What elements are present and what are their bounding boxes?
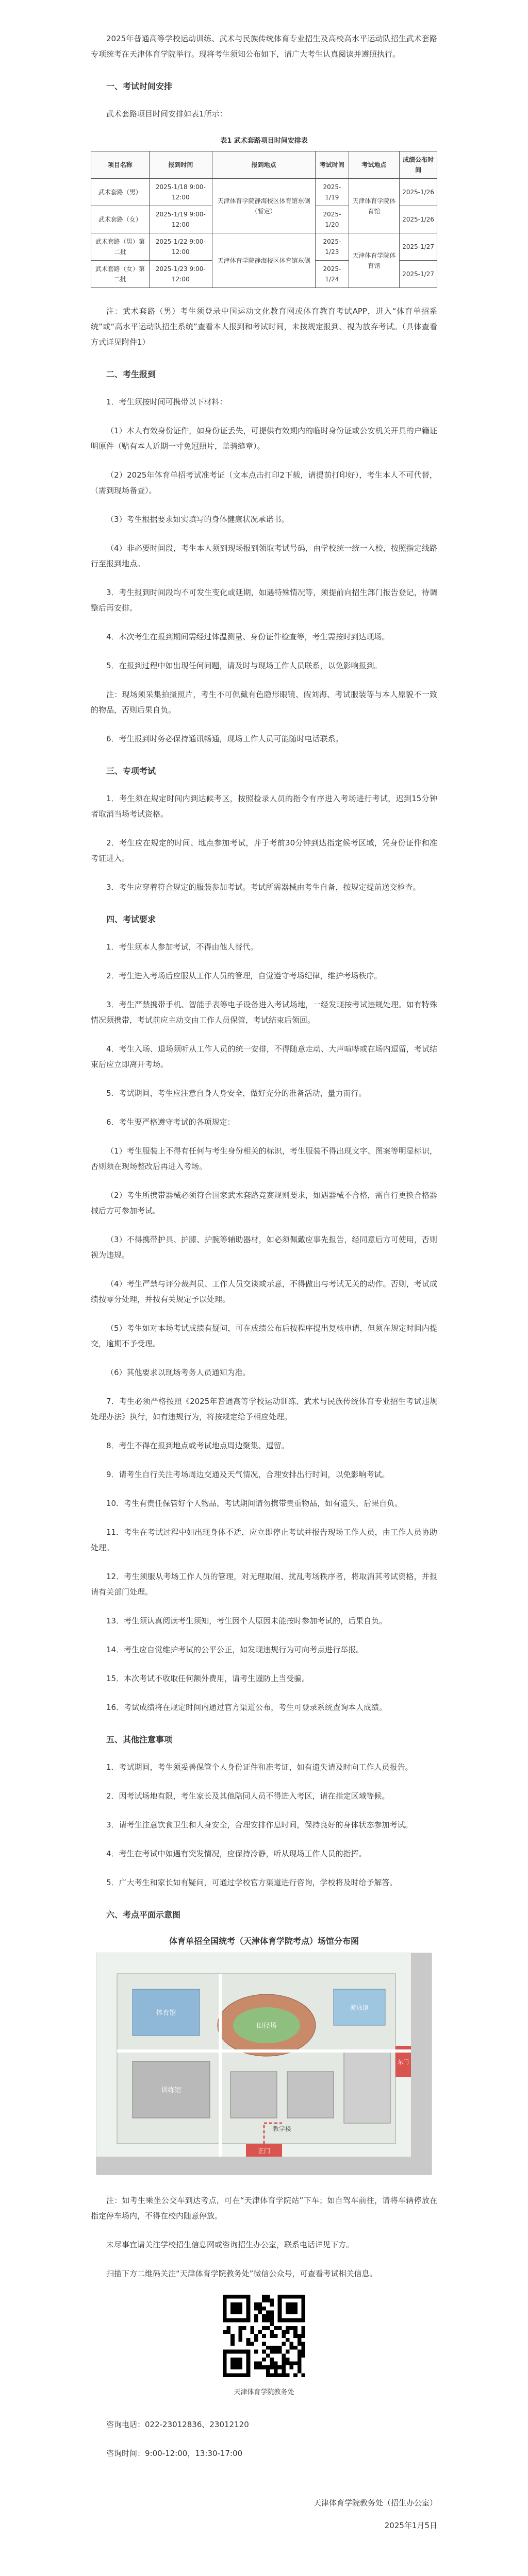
paragraph: 8．考生不得在报到地点或考试地点周边聚集、逗留。 xyxy=(106,1441,289,1450)
paragraph: 15．本次考试不收取任何额外费用，请考生谨防上当受骗。 xyxy=(106,1674,310,1683)
table-cell: 武术套路（男） xyxy=(91,179,150,206)
table-cell: 2025-1/20 xyxy=(316,206,349,233)
paragraph: 1．考生须本人参加考试，不得由他人替代。 xyxy=(106,942,258,952)
paragraph: （2）考生所携带器械必须符合国家武术套路竞赛规则要求，如遇器械不合格，需自行更换合格器械后方可参加考试。 xyxy=(91,1191,437,1215)
paragraph: （4）非必要时间段，考生本人须到现场报到领取考试号码，由学校统一统一入校，按照指定线路行至报到地点。 xyxy=(91,544,437,568)
map-label: 教学楼 xyxy=(272,2125,292,2132)
section-1-title: 一、考试时间安排 xyxy=(106,81,173,91)
section-5-title: 五、其他注意事项 xyxy=(106,1735,173,1744)
table-row xyxy=(91,179,437,206)
signature-block xyxy=(91,2495,437,2533)
paragraph: 3．考生报到时间段均不可发生变化或延期，如遇特殊情况等，须提前向招生部门报告登记，待调整后再安排。 xyxy=(91,588,437,613)
table-cell: 2025-1/23 9:00-12:00 xyxy=(149,261,212,288)
qr-code xyxy=(223,2295,305,2377)
paragraph: 3．请考生注意饮食卫生和人身安全，合理安排作息时间，保持良好的身体状态参加考试。 xyxy=(106,1820,413,1829)
table-cell: 2025-1/19 xyxy=(316,179,349,206)
paragraph: （2）2025年体育单招考试准考证（文本点击打印2下载，请提前打印好），考生本人不可代替，（需到现场备查）。 xyxy=(91,470,437,495)
table-header-cell: 报到时间 xyxy=(149,151,212,179)
table-header-row xyxy=(91,151,437,179)
document-body xyxy=(91,31,437,2540)
table-cell: 天津体育学院体育馆 xyxy=(349,233,400,288)
paragraph: 注：如考生乘坐公交车到达考点，可在“天津体育学院站”下车；如自驾车前往，请将车辆停放在指定停车场内，不得在校内随意停放。 xyxy=(91,2196,437,2221)
table-cell: 天津体育学院静海校区体育馆东侧（暂定） xyxy=(212,179,315,233)
paragraph: 5．广大考生和家长如有疑问，可通过学校官方渠道进行咨询，学校将及时给予解答。 xyxy=(106,1878,398,1887)
paragraph: （4）考生严禁与评分裁判员、工作人员交谈或示意，不得做出与考试无关的动作。否则，考试成绩按零分处理，并按有关规定予以处理。 xyxy=(91,1279,437,1304)
table-cell: 2025-1/26 xyxy=(400,179,437,206)
signature-org: 天津体育学院教务处（招生办公室） xyxy=(313,2498,437,2507)
table-cell: 武术套路（女）第二批 xyxy=(91,261,150,288)
table-cell: 天津体育学院静海校区体育馆东侧 xyxy=(212,233,315,288)
section-1-note: 注：武术套路（男）考生须登录中国运动文化教育网或体育教育考试APP，进入“体育单招系统”或“高水平运动队招生系统”查看本人报到和考试时间，未按规定报到、视为放弃考试。（具体查看方式详见附件1） xyxy=(91,307,437,347)
paragraph: 未尽事宜请关注学校招生信息网或咨询招生办公室，联系电话详见下方。 xyxy=(106,2240,354,2249)
paragraph: 13．考生须认真阅读考生须知，考生因个人原因未能按时参加考试的，后果自负。 xyxy=(106,1616,387,1625)
paragraph: （5）考生如对本场考试成绩有疑问，可在成绩公布后按程序提出复核申请，但须在规定时间内提交，逾期不予受理。 xyxy=(91,1324,437,1348)
map-label: 体育馆 xyxy=(156,2009,176,2017)
section-3-title: 三、专项考试 xyxy=(106,766,156,776)
schedule-table xyxy=(91,151,437,288)
table-header-cell: 项目名称 xyxy=(91,151,150,179)
campus-map xyxy=(96,1953,432,2175)
paragraph: 注：现场须采集拍摄照片，考生不可佩戴有色隐形眼镜、假刘海、考试服装等与本人原貌不一致的物品，否则后果自负。 xyxy=(91,690,437,715)
wechat-note: 扫描下方二维码关注“天津体育学院教务处”微信公众号，可查看考试相关信息。 xyxy=(106,2269,377,2278)
table-cell: 2025-1/27 xyxy=(400,233,437,261)
map-title: 体育单招全国统考（天津体育学院考点）场馆分布图 xyxy=(169,1936,359,1946)
section-4-title: 四、考试要求 xyxy=(106,914,156,924)
paragraph: （3）考生根据要求如实填写的身体健康状况承诺书。 xyxy=(106,515,289,524)
paragraph: 11．考生在考试过程中如出现身体不适，应立即停止考试并报告现场工作人员，由工作人员协助处理。 xyxy=(91,1528,437,1552)
paragraph: 6．考生报到时务必保持通讯畅通，现场工作人员可能随时电话联系。 xyxy=(106,734,343,743)
table-cell: 2025-1/19 9:00-12:00 xyxy=(149,206,212,233)
paragraph: （1）本人有效身份证件，如身份证丢失，可提供有效期内的临时身份证或公安机关开具的户籍证明原件（贴有本人近期一寸免冠照片，盖骑缝章）。 xyxy=(91,426,437,451)
map-label: 正门 xyxy=(257,2147,271,2155)
qr-code-image xyxy=(223,2295,305,2377)
section-2-title: 二、考生报到 xyxy=(106,369,156,379)
section-1-lead: 武术套路项目时间安排如表1所示： xyxy=(106,109,227,118)
table-caption: 表1 武术套路项目时间安排表 xyxy=(220,137,308,145)
paragraph: 1．考生须在规定时间内到达候考区，按照检录人员的指令有序进入考场进行考试，迟到15分钟者取消当场考试资格。 xyxy=(91,794,437,819)
section-5-list xyxy=(91,1759,437,1890)
signature-date: 2025年1月5日 xyxy=(384,2521,437,2530)
table-cell: 2025-1/22 9:00-12:00 xyxy=(149,233,212,261)
table-header-cell: 报到地点 xyxy=(212,151,315,179)
table-cell: 2025-1/26 xyxy=(400,206,437,233)
paragraph: 10．考生有责任保管好个人物品，考试期间请勿携带贵重物品，如有遗失，后果自负。 xyxy=(106,1499,403,1508)
paragraph: 2．因考试场地有限，考生家长及其他陪同人员不得进入考区，请在指定区域等候。 xyxy=(106,1791,390,1801)
paragraph: 12．考生须服从考场工作人员的管理，对无理取闹、扰乱考场秩序者，将取消其考试资格，并报请有关部门处理。 xyxy=(91,1572,437,1597)
map-label: 东门 xyxy=(398,2059,409,2065)
table-cell: 2025-1/24 xyxy=(316,261,349,288)
section-4-list xyxy=(91,939,437,1715)
paragraph: 4．本次考生在报到期间需经过体温测量、身份证件检查等，考生需按时到达现场。 xyxy=(106,632,390,641)
intro-paragraph: 2025年普通高等学校运动训练、武术与民族传统体育专业招生及高校高水平运动队招生武术套路专项统考在天津体育学院举行。现将考生须知公布如下，请广大考生认真阅读并遵照执行。 xyxy=(91,34,437,59)
paragraph: （3）不得携带护具、护膝、护腕等辅助器材，如必须佩戴应事先报告，经同意后方可使用，否则视为违规。 xyxy=(91,1235,437,1260)
paragraph: 2．考生进入考场后应服从工作人员的管理，自觉遵守考场纪律，维护考场秩序。 xyxy=(106,971,382,980)
section-2-list xyxy=(91,394,437,747)
table-cell: 武术套路（男）第二批 xyxy=(91,233,150,261)
table-cell: 2025-1/23 xyxy=(316,233,349,261)
campus-map-image xyxy=(96,1953,432,2175)
table-row xyxy=(91,233,437,261)
section-6-title: 六、考点平面示意图 xyxy=(106,1910,181,1920)
section-3-list xyxy=(91,791,437,895)
table-cell: 2025-1/18 9:00-12:00 xyxy=(149,179,212,206)
table-cell: 2025-1/27 xyxy=(400,261,437,288)
section-6-list xyxy=(91,2193,437,2252)
paragraph: 4．考生在考试中如遇有突发情况，应保持冷静，听从现场工作人员的指挥。 xyxy=(106,1849,367,1858)
paragraph: 16．考试成绩将在规定时间内通过官方渠道公布，考生可登录系统查询本人成绩。 xyxy=(106,1703,387,1712)
paragraph: 3．考生严禁携带手机、智能手表等电子设备进入考试场地，一经发现按考试违规处理。如有特殊情况须携带，考试前应主动交由工作人员保管，考试结束后领回。 xyxy=(91,1000,437,1025)
qr-caption: 天津体育学院教务处 xyxy=(234,2388,294,2396)
contact-hours: 咨询时间：9:00-12:00，13:30-17:00 xyxy=(106,2449,243,2458)
map-label: 田径场 xyxy=(256,2022,277,2030)
table-cell: 武术套路（女） xyxy=(91,206,150,233)
paragraph: 5．考试期间，考生应注意自身人身安全，做好充分的准备活动，量力而行。 xyxy=(106,1089,367,1098)
paragraph: 6．考生要严格遵守考试的各项规定： xyxy=(106,1117,235,1127)
table-header-cell: 考试地点 xyxy=(349,151,400,179)
paragraph: 1．考生须按时间可携带以下材料： xyxy=(106,397,227,406)
paragraph: （1）考生服装上不得有任何与考生身份相关的标识，考生服装不得出现文字、图案等明显标识，否则须在现场整改后再进入考场。 xyxy=(91,1146,437,1171)
paragraph: 7．考生必须严格按照《2025年普通高等学校运动训练、武术与民族传统体育专业招生考试违规处理办法》执行，如有违规行为，将按规定给予相应处理。 xyxy=(91,1397,437,1421)
paragraph: 14．考生应自觉维护考试的公平公正，如发现违规行为可向考点进行举报。 xyxy=(106,1645,364,1654)
map-label: 游泳馆 xyxy=(350,2004,369,2011)
table-cell: 天津体育学院体育馆 xyxy=(349,179,400,233)
paragraph: 4．考生入场、退场须听从工作人员的统一安排，不得随意走动、大声喧哗或在场内逗留，考试结束后应立即离开考场。 xyxy=(91,1044,437,1069)
paragraph: 5．在报到过程中如出现任何问题，请及时与现场工作人员联系，以免影响报到。 xyxy=(106,661,382,670)
contact-phone: 咨询电话：022-23012836、23012120 xyxy=(106,2420,249,2429)
table-header-cell: 考试时间 xyxy=(316,151,349,179)
paragraph: 3．考生应穿着符合规定的服装参加考试。考试所需器械由考生自备，按规定提前送交检查。 xyxy=(106,883,421,892)
paragraph: 1．考试期间，考生须妥善保管个人身份证件和准考证，如有遗失请及时向工作人员报告。 xyxy=(106,1762,413,1772)
table-header-cell: 成绩公布时间 xyxy=(400,151,437,179)
paragraph: （6）其他要求以现场考务人员通知为准。 xyxy=(106,1368,251,1377)
map-label: 训练馆 xyxy=(161,2087,182,2094)
paragraph: 2．考生应在规定的时间、地点参加考试，并于考前30分钟到达指定候考区域，凭身份证件和准考证进入。 xyxy=(91,838,437,863)
paragraph: 9．请考生自行关注考场周边交通及天气情况，合理安排出行时间，以免影响考试。 xyxy=(106,1470,390,1479)
